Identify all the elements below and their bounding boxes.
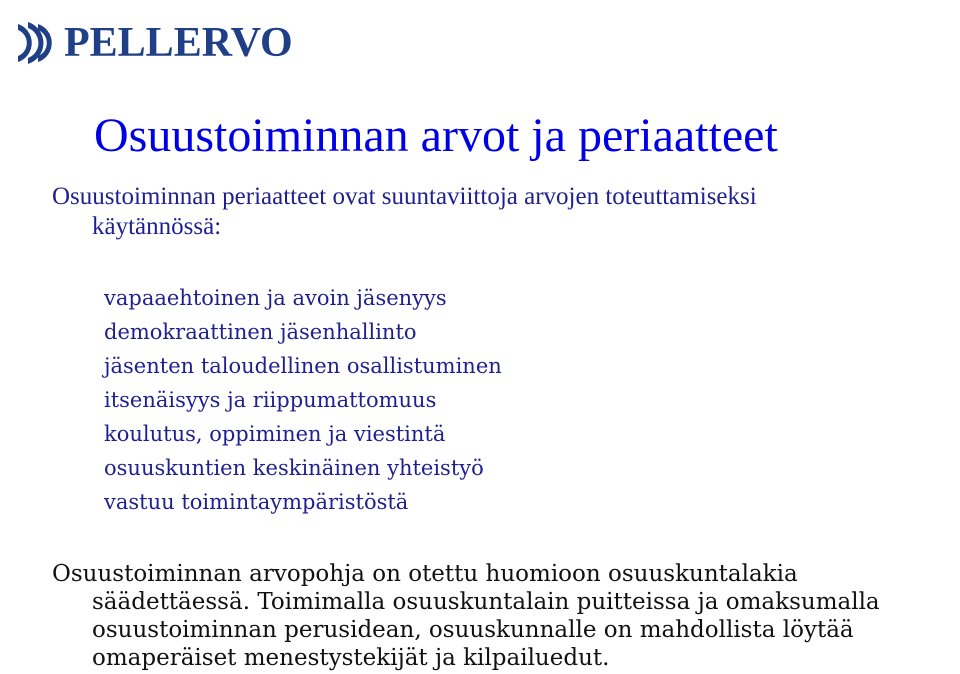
pellervo-emblem-icon: [12, 18, 58, 68]
logo-wordmark: PELLERVO: [64, 20, 293, 66]
outro-paragraph: [52, 560, 957, 672]
intro-line-2: käytännössä:: [92, 213, 222, 240]
principle-item: vapaaehtoinen ja avoin jäsenyys: [104, 286, 447, 310]
principle-item: itsenäisyys ja riippumattomuus: [104, 388, 437, 412]
intro-line-1: Osuustoiminnan periaatteet ovat suuntaviittoja arvojen toteuttamiseksi: [52, 183, 757, 210]
outro-line-4: omaperäiset menestystekijät ja kilpailuedut.: [92, 645, 610, 671]
principle-item: demokraattinen jäsenhallinto: [104, 320, 417, 344]
principle-item: jäsenten taloudellinen osallistuminen: [104, 354, 502, 378]
page-title: Osuustoiminnan arvot ja periaatteet: [94, 109, 778, 162]
outro-line-2: säädettäessä. Toimimalla osuuskuntalain puitteissa ja omaksumalla: [92, 589, 880, 615]
pellervo-logo: [12, 16, 293, 70]
intro-paragraph: [52, 182, 952, 242]
outro-line-3: osuustoiminnan perusidean, osuuskunnalle on mahdollista löytää: [92, 617, 854, 643]
principle-item: vastuu toimintaympäristöstä: [104, 490, 409, 514]
principles-list: [104, 281, 502, 519]
principle-item: osuuskuntien keskinäinen yhteistyö: [104, 456, 484, 480]
outro-line-1: Osuustoiminnan arvopohja on otettu huomioon osuuskuntalakia: [52, 561, 798, 587]
principle-item: koulutus, oppiminen ja viestintä: [104, 422, 446, 446]
